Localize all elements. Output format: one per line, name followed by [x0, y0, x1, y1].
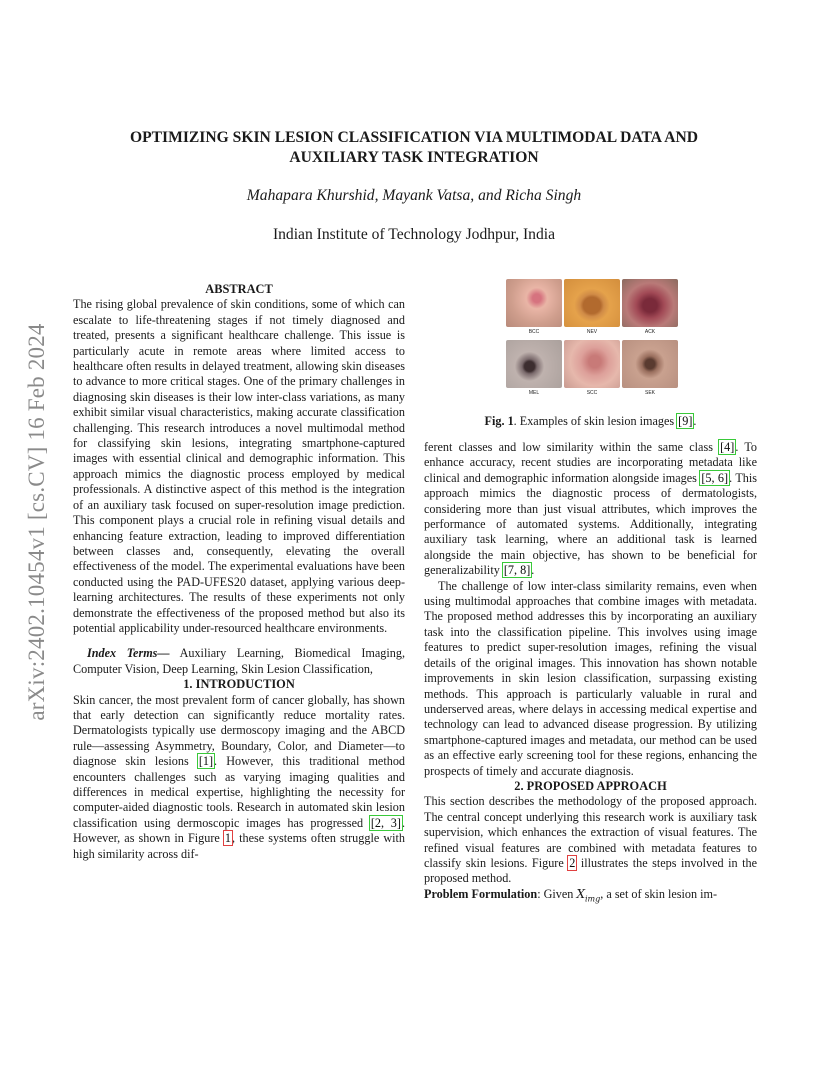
citation-link[interactable]: [1] [198, 754, 214, 769]
citation-link[interactable]: [5, 6] [701, 470, 729, 485]
lesion-label: BCC [528, 329, 540, 335]
intro-text-1: Skin cancer, the most prevalent form of cancer globally, has shown that early detection can significantly reduce mortality rates. Dermatologists typically use dermoscopy imaging and the ABCD rule—assessing Asymmetry, Boundary, Color, and Diameter—to diagnose skin lesions [73, 692, 405, 769]
approach-text-2: illustrates the steps involved in the proposed method. [424, 855, 757, 886]
abstract-body: The rising global prevalence of skin conditions, some of which can escalate to life-threatening stages if not timely diagnosed and treated, presents a significant healthcare challenge. This issue is particularly acute in remote areas where limited access to healthcare often results in delayed treatment, allowing skin diseases to advance to more critical stages. One of the primary challenges in diagnosing skin diseases is their low inter-class variations, as many exhibit similar visual characteristics, making accurate classification challenging. This research introduces a novel multimodal method for classifying skin lesions, integrating smartphone-captured images with essential clinical and demographic information. This approach mimics the diagnostic process employed by medical professionals. A distinctive aspect of this method is the integration of an auxiliary task focused on super-resolution image prediction. This component plays a crucial role in refining visual details and enhancing feature extraction, leading to improved differentiation between classes and, consequently, elevating the overall effectiveness of the model. The experimental evaluations have been conducted using the PAD-UFES20 dataset, applying various deep-learning architectures. The results of these experiments not only demonstrate the effectiveness of the proposed method but also its potential applicability under-resourced healthcare environments. [73, 297, 405, 635]
citation-link[interactable]: [9] [678, 414, 693, 428]
index-terms [73, 646, 405, 677]
approach-text-1: This section describes the methodology of the proposed approach. The central concept underlying this research work is auxiliary task supervision, which enhances the extraction of visual features. The refined visual features are combined with metadata features to classify skin lesions. Figure [424, 794, 757, 870]
affiliation: Indian Institute of Technology Jodhpur, India [272, 226, 556, 243]
pf-text-2: , a set of skin lesion im- [600, 886, 718, 901]
arxiv-sidebar [0, 0, 70, 1072]
citation-link[interactable]: [7, 8] [503, 563, 531, 578]
lesion-image-mel [506, 340, 562, 388]
skin-lesion-figure [503, 279, 681, 397]
right-text-2: . To enhance accuracy, recent studies are incorporating metadata like clinical and demographic information alongside images [424, 440, 758, 485]
lesion-label: ACK [644, 329, 656, 335]
lesion-image-ack [622, 279, 678, 327]
figure-reference-link[interactable]: 1 [224, 831, 231, 846]
intro-text-2: . However, this traditional method encounters challenges such as varying imaging qualities and differences in medical expertise, highlighting the necessity for computer-aided diagnostic tools. Research in automated skin lesion classification using dermoscopic images has progressed [73, 754, 406, 830]
figure-caption [424, 414, 757, 429]
citation-link[interactable]: [4] [720, 440, 735, 454]
title-line-2: AUXILIARY TASK INTEGRATION [289, 149, 539, 166]
pf-text-1: : Given [537, 886, 577, 901]
index-terms-label: Index Terms— [87, 646, 170, 661]
problem-formulation-paragraph [424, 887, 757, 907]
lesion-label: SEK [644, 390, 655, 396]
arxiv-identifier: arXiv:2402.10454v1 [cs.CV] 16 Feb 2024 [24, 323, 49, 721]
figure-reference-link[interactable]: 2 [569, 855, 576, 870]
math-variable [576, 886, 601, 904]
problem-formulation-label: Problem Formulation [424, 886, 538, 901]
abstract-heading: ABSTRACT [205, 282, 273, 296]
citation-link[interactable]: [2, 3] [370, 815, 401, 830]
right-text-3: . This approach mimics the diagnostic process of dermatologists, considering more than just visual attributes, which improves the performance of automated systems. Additionally, integrating auxiliary task learning, where an additional task is learned alongside the main objective, has shown to be beneficial for generalizability [424, 470, 757, 578]
lesion-image-bcc [506, 279, 562, 327]
introduction-paragraph [73, 693, 405, 862]
right-column [424, 440, 757, 907]
intro-text-3: . However, as shown in Figure [73, 815, 405, 846]
title-line-1: OPTIMIZING SKIN LESION CLASSIFICATION VIA MULTIMODAL DATA AND [130, 129, 698, 146]
math-subscript: img [585, 894, 601, 904]
author-list: Mahapara Khurshid, Mayank Vatsa, and Richa Singh [246, 187, 582, 204]
left-column [73, 282, 405, 862]
right-text-4: . [531, 563, 535, 578]
lesion-label: SCC [586, 390, 598, 396]
intro-paragraph-2: The challenge of low inter-class similarity remains, even when using multimodal approaches that combine images with metadata. The proposed method addresses this by incorporating an auxiliary task into the classification pipeline. This involves using image features to predict super-resolution images, refining the visual details of the original images. This innovation has shown notable improvements in skin lesion classification, surpassing existing methods. This approach is particularly valuable in rural and underserved areas, where delays in accessing medical expertise and technology can lead to advanced disease progression. By utilizing smartphone-captured images and metadata, our method can be used as an effective early screening tool for these regions, enhancing the prospects of timely and accurate diagnosis. [424, 578, 757, 778]
lesion-image-sek [622, 340, 678, 388]
paper-title [90, 128, 738, 168]
introduction-heading: 1. INTRODUCTION [183, 677, 295, 692]
caption-end: . [693, 414, 697, 428]
caption-label: Fig. 1 [484, 414, 514, 428]
caption-text: . Examples of skin lesion images [513, 414, 678, 428]
lesion-image-scc [564, 340, 620, 388]
lesion-label: NEV [586, 329, 598, 335]
intro-text-4: , these systems often struggle with high similarity across dif- [73, 831, 405, 861]
lesion-image-nev [564, 279, 620, 327]
intro-continuation-paragraph [424, 440, 757, 579]
proposed-approach-heading: 2. PROPOSED APPROACH [514, 778, 667, 793]
approach-paragraph [424, 794, 757, 886]
math-symbol: X [576, 886, 585, 901]
index-terms-list: Auxiliary Learning, Biomedical Imaging, Computer Vision, Deep Learning, Skin Lesion Classification, [73, 646, 405, 676]
lesion-label: MEL [528, 390, 540, 396]
right-text-1: ferent classes and low similarity within the same class [424, 440, 720, 454]
